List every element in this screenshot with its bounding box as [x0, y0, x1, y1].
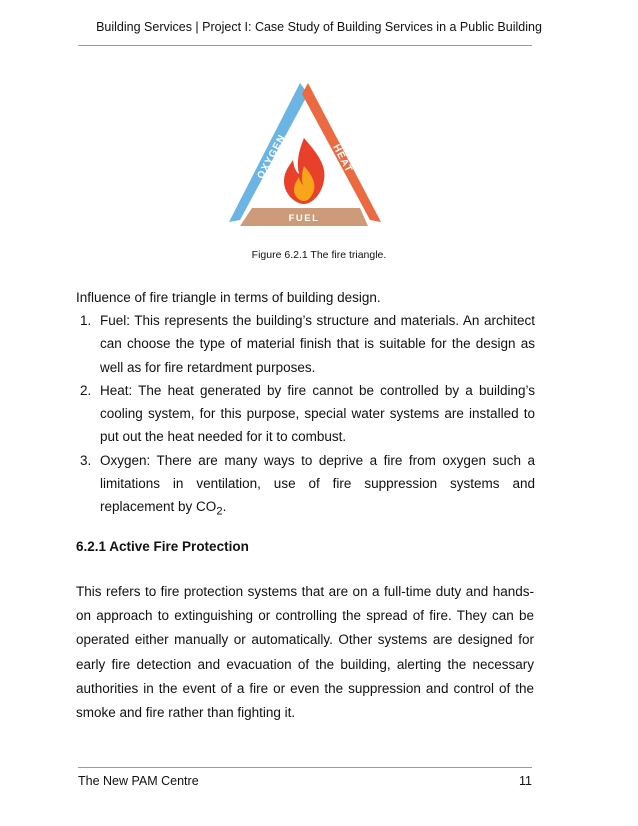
footer-rule [78, 767, 532, 768]
list-item-number: 3. [80, 452, 92, 468]
fire-triangle-figure [224, 80, 384, 230]
list-item-text: Fuel: This represents the building’s structure and materials. An architect can choose the type of material finish that is suitable for the design as well as for fire retardment purposes. [100, 313, 535, 375]
fire-triangle [229, 83, 381, 226]
header-rule [78, 45, 532, 46]
list-item [80, 379, 535, 449]
flame-icon [284, 138, 324, 204]
list-item-text: Oxygen: There are many ways to deprive a fire from oxygen such a limitations in ventilation, use of fire suppression systems and replacement by CO [100, 452, 535, 515]
footer-title: The New PAM Centre [78, 774, 199, 788]
oxygen-label: OXYGEN [255, 132, 289, 181]
intro-text: Influence of fire triangle in terms of building design. [76, 290, 381, 305]
body-paragraph: This refers to fire protection systems that are on a full-time duty and hands-on approach to extinguishing or controlling the spread of fire. They can be operated either manually or automatically. Other systems are designed for early fire detection and evacuation of the building, alerting the necessary authorities in the event of a fire or even the suppression and control of the smoke and fire rather than fighting it. [76, 584, 534, 721]
list-item-text: Heat: The heat generated by fire cannot be controlled by a building’s cooling system, for this purpose, special water systems are installed to put out the heat needed for it to combust. [100, 382, 535, 445]
page-header: Building Services | Project I: Case Study of Building Services in a Public Building [96, 20, 542, 34]
list-item-number: 2. [80, 382, 92, 398]
fire-triangle-list [80, 309, 535, 524]
list-item-number: 1. [80, 313, 92, 328]
fuel-label: FUEL [288, 213, 320, 224]
list-item [80, 309, 535, 379]
list-item-tail: . [222, 499, 227, 515]
figure-caption: Figure 6.2.1 The fire triangle. [251, 249, 387, 261]
section-heading: 6.2.1 Active Fire Protection [76, 539, 249, 554]
subscript-2: 2 [216, 506, 223, 519]
heat-label: HEAT [330, 142, 355, 175]
page-number: 11 [519, 774, 532, 788]
list-item [80, 449, 535, 525]
